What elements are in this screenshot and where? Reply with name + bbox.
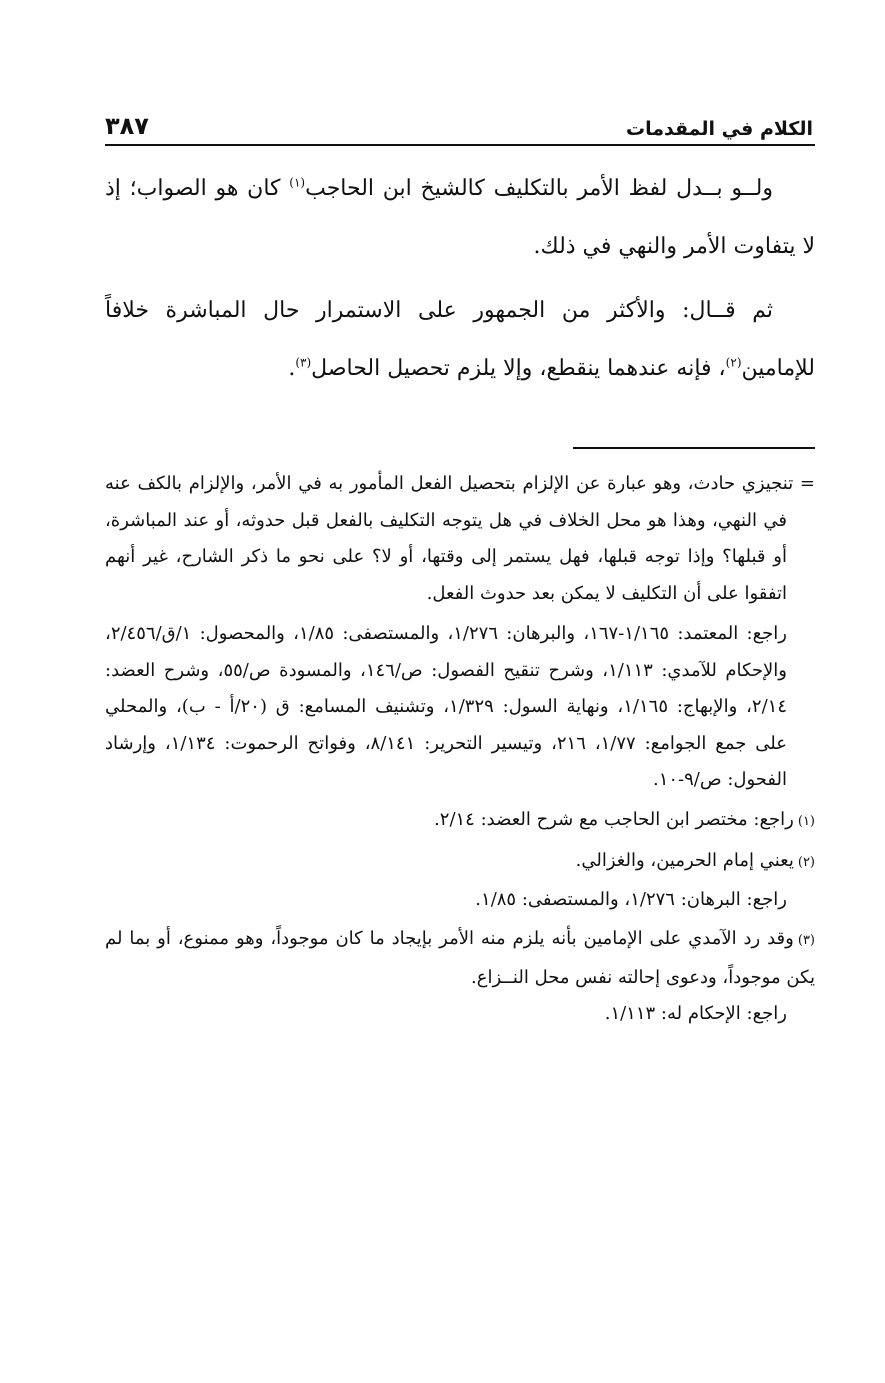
footnote-2-text: يعني إمام الحرمين، والغزالي.: [575, 850, 794, 871]
footnote-1-number: (١): [797, 813, 815, 829]
footnote-3-number: (٣): [797, 933, 815, 948]
footnote-continuation-refs: راجع: المعتمد: ١/١٦٥-١٦٧، والبرهان: ١/٢٧٦، والمستصفى: ١/٨٥، والمحصول: ١/ق/٢/٤٥٦، والإحكام للآمدي: ١/١١٣، وشرح تنقيح الفصول: ص/١٤٦، والمسودة ص/٥٥، وشرح العضد: ٢/١٤، والإبهاج: ١/١٦٥، ونهاية السول: ١/٣٢٩، وتشنيف المسامع: ق (٢٠/أ - ب)، والمحلي على جمع الجوامع: ١/٧٧، ٢١٦، وتيسير التحرير: ٨/١٤١، وفواتح الرحموت: ١/١٣٤، وإرشاد الفحول: ص/٩-١٠.: [105, 623, 788, 790]
footnotes: [105, 466, 815, 1033]
footnote-2: [105, 843, 815, 882]
footnote-1: [105, 802, 815, 841]
main-paragraph-2-text-a: ثم قــال: والأكثر من الجمهور على الاستمرار حال المباشرة خلافاً للإمامين: [105, 298, 815, 381]
footnote-separator: [573, 447, 815, 449]
footnote-2-number: (٢): [797, 855, 815, 870]
main-paragraph-1-text-b: كان هو الصواب؛ إذ لا يتفاوت الأمر والنهي في ذلك.: [105, 176, 815, 259]
footnote-ref-2: (٢): [725, 355, 742, 370]
header-rule: [105, 144, 815, 146]
footnote-1-text: راجع: مختصر ابن الحاجب مع شرح العضد: ٢/١٤.: [434, 808, 794, 830]
running-title: الكلام في المقدمات: [626, 118, 813, 140]
footnote-ref-1: (١): [289, 175, 306, 190]
main-paragraph-2: [105, 282, 815, 398]
footnote-3-refs: راجع: الإحكام له: ١/١١٣.: [604, 1003, 787, 1024]
footnote-continuation: = تنجيزي حادث، وهو عبارة عن الإلزام بتحصيل الفعل المأمور به في الأمر، والإلزام بالكف عنه في النهي، وهذا هو محل الخلاف في هل يتوجه التكليف بالفعل قبل حدوثه، أو عند المباشرة، أو قبلها؟ وإذا توجه قبلها، فهل يستمر إلى وقتها، أو لا؟ على نحو ما ذكر الشارح، غير أنهم اتفقوا على أن التكليف لا يمكن بعد حدوث الفعل.: [105, 473, 815, 604]
main-paragraph-1: [105, 160, 815, 276]
main-paragraph-1-text-a: ولــو بــدل لفظ الأمر بالتكليف كالشيخ ابن الحاجب: [305, 176, 773, 201]
footnote-2-refs: راجع: البرهان: ١/٢٧٦، والمستصفى: ١/٨٥.: [475, 888, 787, 910]
main-paragraph-2-text-b: ، فإنه عندهما ينقطع، وإلا يلزم تحصيل الحاصل: [311, 356, 726, 381]
footnote-ref-3: (٣): [295, 355, 312, 370]
footnote-3-text: وقد رد الآمدي على الإمامين بأنه يلزم منه الأمر بإيجاد ما كان موجوداً، وهو ممنوع، أو بما لم يكن موجوداً، ودعوى إحالته نفس محل النــزاع.: [105, 928, 815, 988]
page-number: ٣٨٧: [105, 112, 149, 140]
main-text: [105, 160, 815, 404]
main-paragraph-2-text-c: .: [288, 356, 296, 381]
footnote-3: [105, 921, 815, 996]
page-header: [105, 100, 813, 140]
